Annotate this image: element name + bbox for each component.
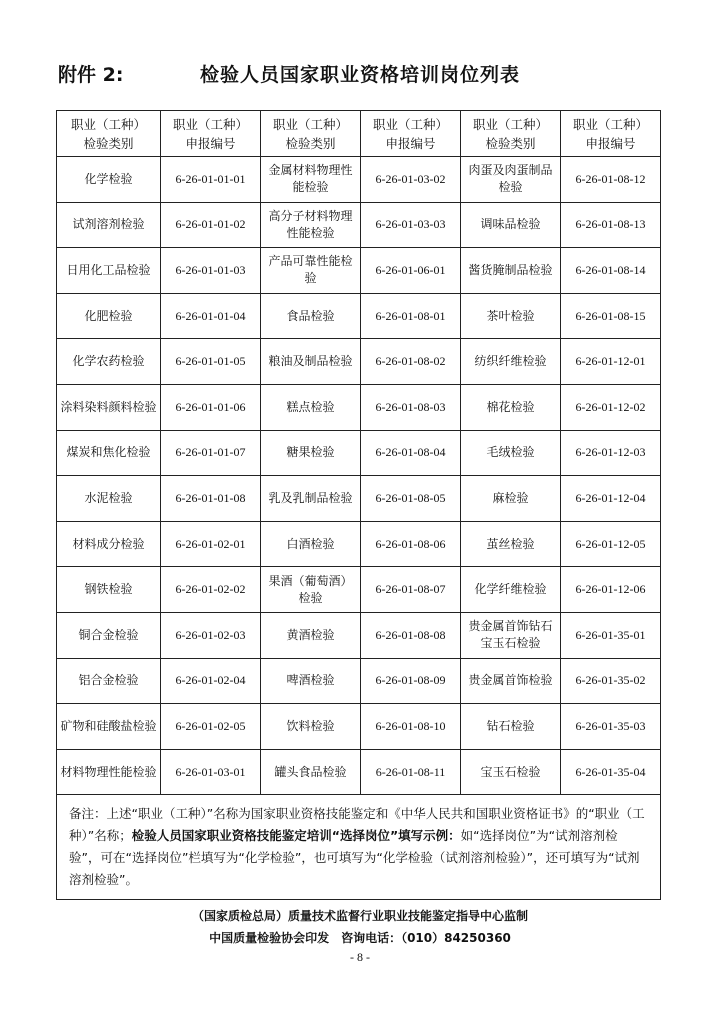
code-cell: 6-26-01-12-03 bbox=[561, 430, 661, 476]
table-row bbox=[57, 749, 661, 795]
category-cell: 试剂溶剂检验 bbox=[57, 202, 161, 248]
category-cell: 果酒（葡萄酒）检验 bbox=[261, 567, 361, 613]
category-cell: 铜合金检验 bbox=[57, 612, 161, 658]
category-cell: 棉花检验 bbox=[461, 384, 561, 430]
table-header-row bbox=[57, 111, 661, 157]
category-cell: 日用化工品检验 bbox=[57, 248, 161, 294]
table-row bbox=[57, 339, 661, 385]
code-cell: 6-26-01-08-11 bbox=[361, 749, 461, 795]
code-cell: 6-26-01-08-12 bbox=[561, 157, 661, 203]
code-cell: 6-26-01-08-14 bbox=[561, 248, 661, 294]
code-cell: 6-26-01-08-07 bbox=[361, 567, 461, 613]
header-application-code: 职业（工种） 申报编号 bbox=[561, 111, 661, 157]
category-cell: 矿物和硅酸盐检验 bbox=[57, 704, 161, 750]
category-cell: 糖果检验 bbox=[261, 430, 361, 476]
category-cell: 化学检验 bbox=[57, 157, 161, 203]
table-row bbox=[57, 476, 661, 522]
category-cell: 金属材料物理性能检验 bbox=[261, 157, 361, 203]
category-cell: 肉蛋及肉蛋制品检验 bbox=[461, 157, 561, 203]
code-cell: 6-26-01-08-15 bbox=[561, 293, 661, 339]
note-example-text: 如“选择岗位”为“试剂溶剂检验”，可在“选择岗位”栏填写为“化学检验”，也可填写为“化学检验（试剂溶剂检验）”，还可填写为“试剂溶剂检验”。 bbox=[69, 828, 640, 888]
category-cell: 茶叶检验 bbox=[461, 293, 561, 339]
header-inspection-category: 职业（工种） 检验类别 bbox=[461, 111, 561, 157]
qualification-table bbox=[56, 110, 661, 900]
code-cell: 6-26-01-08-03 bbox=[361, 384, 461, 430]
category-cell: 高分子材料物理性能检验 bbox=[261, 202, 361, 248]
category-cell: 食品检验 bbox=[261, 293, 361, 339]
category-cell: 化学纤维检验 bbox=[461, 567, 561, 613]
note-text: 备注：上述“职业（工种）”名称为国家职业资格技能鉴定和《中华人民共和国职业资格证书》的“职业（工种）”名称； bbox=[69, 806, 645, 844]
table-row bbox=[57, 384, 661, 430]
code-cell: 6-26-01-02-02 bbox=[161, 567, 261, 613]
table-row bbox=[57, 248, 661, 294]
page-number: - 8 - bbox=[350, 950, 370, 964]
header-application-code: 职业（工种） 申报编号 bbox=[361, 111, 461, 157]
table-row bbox=[57, 658, 661, 704]
code-cell: 6-26-01-08-10 bbox=[361, 704, 461, 750]
category-cell: 糕点检验 bbox=[261, 384, 361, 430]
category-cell: 贵金属首饰检验 bbox=[461, 658, 561, 704]
code-cell: 6-26-01-01-05 bbox=[161, 339, 261, 385]
code-cell: 6-26-01-01-07 bbox=[161, 430, 261, 476]
page-title: 检验人员国家职业资格培训岗位列表 bbox=[200, 64, 521, 86]
code-cell: 6-26-01-35-03 bbox=[561, 704, 661, 750]
table-row bbox=[57, 567, 661, 613]
code-cell: 6-26-01-12-01 bbox=[561, 339, 661, 385]
code-cell: 6-26-01-03-01 bbox=[161, 749, 261, 795]
note-cell bbox=[57, 795, 661, 900]
code-cell: 6-26-01-03-03 bbox=[361, 202, 461, 248]
table-row bbox=[57, 704, 661, 750]
code-cell: 6-26-01-01-01 bbox=[161, 157, 261, 203]
category-cell: 钢铁检验 bbox=[57, 567, 161, 613]
category-cell: 调味品检验 bbox=[461, 202, 561, 248]
footer-supervisor: （国家质检总局）质量技术监督行业职业技能鉴定指导中心监制 bbox=[191, 909, 528, 923]
category-cell: 宝玉石检验 bbox=[461, 749, 561, 795]
table-row bbox=[57, 430, 661, 476]
category-cell: 茧丝检验 bbox=[461, 521, 561, 567]
table-row bbox=[57, 202, 661, 248]
code-cell: 6-26-01-01-08 bbox=[161, 476, 261, 522]
attachment-label: 附件 2: bbox=[58, 64, 124, 86]
code-cell: 6-26-01-08-06 bbox=[361, 521, 461, 567]
code-cell: 6-26-01-01-02 bbox=[161, 202, 261, 248]
table-row bbox=[57, 157, 661, 203]
footer-publisher-contact: 中国质量检验协会印发 咨询电话：（010）84250360 bbox=[209, 931, 511, 945]
category-cell: 材料物理性能检验 bbox=[57, 749, 161, 795]
category-cell: 粮油及制品检验 bbox=[261, 339, 361, 385]
category-cell: 啤酒检验 bbox=[261, 658, 361, 704]
category-cell: 煤炭和焦化检验 bbox=[57, 430, 161, 476]
category-cell: 麻检验 bbox=[461, 476, 561, 522]
code-cell: 6-26-01-08-09 bbox=[361, 658, 461, 704]
table-row bbox=[57, 521, 661, 567]
code-cell: 6-26-01-08-13 bbox=[561, 202, 661, 248]
code-cell: 6-26-01-02-04 bbox=[161, 658, 261, 704]
code-cell: 6-26-01-12-06 bbox=[561, 567, 661, 613]
category-cell: 酱货腌制品检验 bbox=[461, 248, 561, 294]
code-cell: 6-26-01-12-04 bbox=[561, 476, 661, 522]
code-cell: 6-26-01-12-02 bbox=[561, 384, 661, 430]
category-cell: 涂料染料颜料检验 bbox=[57, 384, 161, 430]
category-cell: 水泥检验 bbox=[57, 476, 161, 522]
header-inspection-category: 职业（工种） 检验类别 bbox=[261, 111, 361, 157]
category-cell: 化肥检验 bbox=[57, 293, 161, 339]
code-cell: 6-26-01-12-05 bbox=[561, 521, 661, 567]
code-cell: 6-26-01-02-03 bbox=[161, 612, 261, 658]
code-cell: 6-26-01-01-03 bbox=[161, 248, 261, 294]
page-header bbox=[0, 60, 720, 92]
category-cell: 钻石检验 bbox=[461, 704, 561, 750]
code-cell: 6-26-01-08-08 bbox=[361, 612, 461, 658]
category-cell: 黄酒检验 bbox=[261, 612, 361, 658]
code-cell: 6-26-01-08-01 bbox=[361, 293, 461, 339]
category-cell: 毛绒检验 bbox=[461, 430, 561, 476]
category-cell: 乳及乳制品检验 bbox=[261, 476, 361, 522]
code-cell: 6-26-01-02-05 bbox=[161, 704, 261, 750]
note-example-label: 检验人员国家职业资格技能鉴定培训“选择岗位”填写示例： bbox=[131, 828, 461, 844]
category-cell: 纺织纤维检验 bbox=[461, 339, 561, 385]
code-cell: 6-26-01-01-04 bbox=[161, 293, 261, 339]
code-cell: 6-26-01-02-01 bbox=[161, 521, 261, 567]
category-cell: 产品可靠性能检验 bbox=[261, 248, 361, 294]
table-row bbox=[57, 293, 661, 339]
code-cell: 6-26-01-35-04 bbox=[561, 749, 661, 795]
code-cell: 6-26-01-03-02 bbox=[361, 157, 461, 203]
category-cell: 材料成分检验 bbox=[57, 521, 161, 567]
note-row bbox=[57, 795, 661, 900]
category-cell: 贵金属首饰钻石宝玉石检验 bbox=[461, 612, 561, 658]
code-cell: 6-26-01-35-02 bbox=[561, 658, 661, 704]
code-cell: 6-26-01-08-02 bbox=[361, 339, 461, 385]
category-cell: 化学农药检验 bbox=[57, 339, 161, 385]
code-cell: 6-26-01-08-05 bbox=[361, 476, 461, 522]
code-cell: 6-26-01-01-06 bbox=[161, 384, 261, 430]
table-row bbox=[57, 612, 661, 658]
code-cell: 6-26-01-08-04 bbox=[361, 430, 461, 476]
category-cell: 铝合金检验 bbox=[57, 658, 161, 704]
category-cell: 罐头食品检验 bbox=[261, 749, 361, 795]
category-cell: 白酒检验 bbox=[261, 521, 361, 567]
header-inspection-category: 职业（工种） 检验类别 bbox=[57, 111, 161, 157]
code-cell: 6-26-01-35-01 bbox=[561, 612, 661, 658]
header-application-code: 职业（工种） 申报编号 bbox=[161, 111, 261, 157]
code-cell: 6-26-01-06-01 bbox=[361, 248, 461, 294]
category-cell: 饮料检验 bbox=[261, 704, 361, 750]
